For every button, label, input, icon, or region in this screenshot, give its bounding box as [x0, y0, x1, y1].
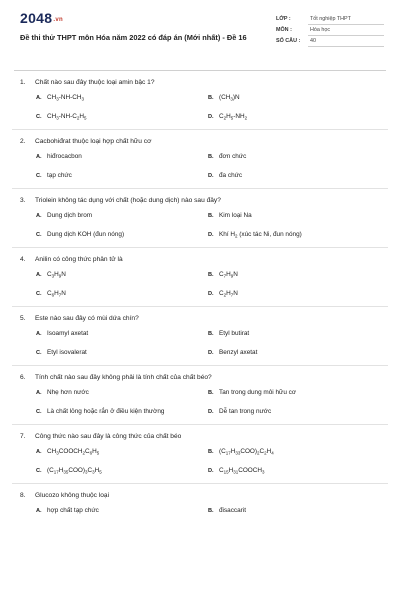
- option-letter: A.: [36, 331, 42, 337]
- text-run: Tan trong dung môi hữu cơ: [219, 389, 297, 396]
- text-run: -NH-C: [58, 113, 77, 120]
- option-letter: D.: [208, 350, 214, 356]
- answer-option[interactable]: [36, 93, 208, 103]
- option-letter: C.: [36, 232, 42, 238]
- question-divider: [12, 306, 388, 307]
- text-run: H: [92, 448, 97, 455]
- subscript: 5: [99, 469, 102, 475]
- option-text: [47, 212, 92, 219]
- text-run: COOCH: [238, 467, 263, 474]
- text-run: -NH-CH: [58, 94, 82, 101]
- question-divider: [12, 247, 388, 248]
- question-number: 1.: [20, 79, 26, 86]
- question-6: [20, 373, 384, 417]
- option-text: [47, 507, 99, 514]
- option-letter: A.: [36, 390, 42, 396]
- text-run: C: [85, 448, 90, 455]
- answer-option[interactable]: [208, 289, 380, 299]
- subscript: 5: [83, 115, 87, 121]
- answer-options: [36, 329, 384, 358]
- question-number: 7.: [20, 433, 26, 440]
- question-number: 2.: [20, 138, 26, 145]
- answer-option[interactable]: [36, 230, 208, 240]
- answer-option[interactable]: [36, 270, 208, 280]
- option-letter: D.: [208, 114, 214, 120]
- answer-option[interactable]: [208, 171, 380, 181]
- question-text: [20, 373, 384, 383]
- question-divider: [12, 129, 388, 130]
- text-run: (C: [47, 467, 54, 474]
- question-text: [20, 196, 384, 206]
- meta-row-count: [276, 36, 384, 47]
- subscript: 2: [234, 233, 238, 239]
- subscript: 31: [233, 469, 239, 475]
- subscript: 2: [264, 450, 267, 456]
- text-run: H: [230, 448, 236, 455]
- option-text: [47, 290, 66, 297]
- answer-option[interactable]: [208, 348, 380, 358]
- text-run: H: [226, 271, 231, 278]
- text-run: N: [233, 290, 238, 297]
- text-run: H: [54, 271, 59, 278]
- text-run: N: [233, 271, 238, 278]
- subscript: 35: [63, 469, 69, 475]
- text-run: Kim loại Na: [219, 212, 252, 219]
- option-letter: B.: [208, 449, 214, 455]
- exam-header: [20, 10, 384, 68]
- subscript: 3: [230, 96, 233, 102]
- text-run: H: [58, 467, 64, 474]
- option-letter: A.: [36, 213, 42, 219]
- subscript: 4: [271, 450, 274, 456]
- meta-value: Hóa học: [308, 25, 384, 36]
- option-text: [219, 448, 274, 455]
- subscript: 6: [89, 450, 93, 456]
- answer-option[interactable]: [36, 152, 208, 162]
- option-text: [47, 349, 87, 356]
- option-letter: C.: [36, 350, 42, 356]
- logo-main: 2048: [20, 10, 53, 26]
- option-letter: B.: [208, 95, 214, 101]
- exam-meta: [276, 10, 384, 68]
- text-run: COO): [240, 448, 258, 455]
- option-letter: B.: [208, 154, 214, 160]
- text-run: Etyl butirat: [219, 330, 250, 337]
- question-stem: Triolein không tác dụng với chất (hoặc dung dịch) nào sau đây?: [35, 197, 221, 204]
- answer-option[interactable]: [208, 388, 380, 398]
- question-divider: [12, 188, 388, 189]
- question-number: 5.: [20, 315, 26, 322]
- subscript: 3: [262, 469, 265, 475]
- option-letter: C.: [36, 173, 42, 179]
- answer-option[interactable]: [208, 270, 380, 280]
- option-letter: D.: [208, 232, 214, 238]
- meta-key: MÔN :: [276, 27, 292, 33]
- subscript: 17: [225, 450, 231, 456]
- text-run: -NH: [233, 113, 245, 120]
- option-text: [47, 153, 82, 160]
- header-left: [20, 10, 260, 68]
- answer-options: [36, 388, 384, 417]
- answer-option[interactable]: [208, 447, 380, 457]
- option-text: [47, 94, 84, 101]
- text-run: C: [219, 113, 224, 120]
- subscript: 3: [85, 469, 88, 475]
- text-run: CH: [47, 448, 57, 455]
- option-text: [219, 271, 238, 278]
- option-letter: D.: [208, 409, 214, 415]
- text-run: H: [94, 467, 100, 474]
- option-letter: A.: [36, 449, 42, 455]
- text-run: Benzyl axetat: [219, 349, 258, 356]
- meta-key: LỚP :: [276, 16, 291, 22]
- answer-option[interactable]: [36, 289, 208, 299]
- answer-option[interactable]: [208, 230, 380, 240]
- answer-options: [36, 506, 384, 516]
- option-text: [47, 271, 66, 278]
- subscript: 2: [223, 115, 227, 121]
- text-run: H: [226, 290, 231, 297]
- option-text: [219, 113, 247, 120]
- subscript: 9: [58, 273, 62, 279]
- site-logo[interactable]: [20, 10, 260, 28]
- option-letter: B.: [208, 331, 214, 337]
- option-letter: C.: [36, 468, 42, 474]
- text-run: C: [47, 290, 52, 297]
- text-run: (xúc tác Ni, đun nóng): [237, 231, 302, 238]
- answer-option[interactable]: [36, 407, 208, 417]
- option-text: [47, 408, 164, 415]
- text-run: Khí H: [219, 231, 235, 238]
- meta-key: SỐ CÂU :: [276, 38, 301, 44]
- answer-option[interactable]: [208, 329, 380, 339]
- subscript: 7: [58, 292, 62, 298]
- subscript: 7: [223, 273, 227, 279]
- subscript: 5: [96, 450, 100, 456]
- text-run: Dễ tan trong nước: [219, 408, 272, 415]
- text-run: H: [226, 113, 231, 120]
- text-run: COOCH: [58, 448, 83, 455]
- option-text: [47, 448, 99, 455]
- subscript: 3: [56, 115, 59, 121]
- subscript: 9: [230, 273, 234, 279]
- text-run: C: [87, 467, 93, 474]
- option-letter: A.: [36, 95, 42, 101]
- subscript: 3: [81, 96, 84, 102]
- option-text: [47, 467, 102, 474]
- answer-option[interactable]: [208, 407, 380, 417]
- option-text: [47, 113, 86, 120]
- meta-row-subject: [276, 25, 384, 36]
- text-run: H: [228, 467, 234, 474]
- meta-row-class: [276, 14, 384, 25]
- subscript: 7: [230, 292, 234, 298]
- option-letter: B.: [208, 272, 214, 278]
- question-5: [20, 314, 384, 358]
- answer-options: [36, 270, 384, 299]
- question-number: 3.: [20, 197, 26, 204]
- option-text: [219, 172, 242, 179]
- subscript: 15: [223, 469, 229, 475]
- question-stem: Cacbohiđrat thuộc loại hợp chất hữu cơ: [35, 138, 152, 145]
- text-run: N: [61, 271, 66, 278]
- option-text: [219, 94, 240, 101]
- text-run: Isoamyl axetat: [47, 330, 89, 337]
- subscript: 2: [257, 450, 260, 456]
- question-8: [20, 491, 384, 516]
- answer-option[interactable]: [36, 171, 208, 181]
- option-text: [219, 330, 249, 337]
- subscript: 2: [244, 115, 248, 121]
- subscript: 3: [56, 450, 59, 456]
- text-run: C: [219, 290, 224, 297]
- question-stem: Tính chất nào sau đây không phải là tính chất của chất béo?: [35, 374, 212, 381]
- text-run: )N: [232, 94, 240, 101]
- question-divider: [12, 483, 388, 484]
- question-1: [20, 78, 384, 122]
- answer-option[interactable]: [36, 329, 208, 339]
- option-text: [219, 212, 252, 219]
- answer-option[interactable]: [36, 388, 208, 398]
- text-run: hợp chất tạp chức: [47, 507, 99, 514]
- subscript: 2: [223, 292, 227, 298]
- answer-option[interactable]: [36, 447, 208, 457]
- answer-options: [36, 152, 384, 181]
- question-stem: Công thức nào sau đây là công thức của chất béo: [35, 433, 182, 440]
- question-number: 6.: [20, 374, 26, 381]
- text-run: hiđrocacbon: [47, 153, 82, 160]
- subscript: 5: [230, 115, 234, 121]
- question-number: 8.: [20, 492, 26, 499]
- question-text: [20, 314, 384, 324]
- exam-title: Đề thi thử THPT môn Hóa năm 2022 có đáp án (Mới nhất) - Đề 16: [20, 33, 247, 42]
- answer-option[interactable]: [36, 466, 208, 476]
- text-run: C: [219, 467, 224, 474]
- option-text: [219, 349, 257, 356]
- text-run: tạp chức: [47, 172, 72, 179]
- answer-options: [36, 447, 384, 476]
- question-text: [20, 432, 384, 442]
- text-run: Dung dịch brom: [47, 212, 93, 219]
- question-number: 4.: [20, 256, 26, 263]
- answer-option[interactable]: [36, 506, 208, 516]
- answer-option[interactable]: [208, 112, 380, 122]
- subscript: 2: [82, 450, 86, 456]
- text-run: N: [61, 290, 66, 297]
- question-stem: Este nào sau đây có mùi dứa chín?: [35, 315, 139, 322]
- answer-option[interactable]: [208, 466, 380, 476]
- option-letter: D.: [208, 173, 214, 179]
- option-text: [219, 153, 246, 160]
- subscript: 17: [53, 469, 59, 475]
- text-run: (C: [219, 448, 226, 455]
- answer-option[interactable]: [36, 348, 208, 358]
- option-text: [47, 231, 124, 238]
- option-text: [219, 467, 265, 474]
- question-text: [20, 137, 384, 147]
- option-text: [47, 330, 88, 337]
- text-run: H: [79, 113, 84, 120]
- question-text: [20, 255, 384, 265]
- option-letter: D.: [208, 291, 214, 297]
- option-letter: D.: [208, 468, 214, 474]
- subscript: 3: [92, 469, 95, 475]
- text-run: đa chức: [219, 172, 243, 179]
- question-divider: [12, 424, 388, 425]
- answer-option[interactable]: [36, 211, 208, 221]
- option-letter: A.: [36, 154, 42, 160]
- option-text: [47, 389, 89, 396]
- question-7: [20, 432, 384, 476]
- question-stem: Anilin có công thức phân tử là: [35, 256, 123, 263]
- text-run: Dung dịch KOH (đun nóng): [47, 231, 125, 238]
- meta-value: 40: [308, 36, 384, 47]
- option-letter: C.: [36, 114, 42, 120]
- question-text: [20, 491, 384, 501]
- question-stem: Chất nào sau đây thuộc loại amin bậc 1?: [35, 79, 155, 86]
- option-letter: B.: [208, 390, 214, 396]
- text-run: C: [259, 448, 265, 455]
- text-run: CH: [47, 113, 57, 120]
- option-text: [219, 231, 302, 238]
- question-2: [20, 137, 384, 181]
- answer-option[interactable]: [208, 211, 380, 221]
- text-run: đisaccarit: [219, 507, 246, 514]
- question-stem: Glucozo không thuộc loại: [35, 492, 110, 499]
- option-letter: C.: [36, 291, 42, 297]
- answer-option[interactable]: [208, 152, 380, 162]
- text-run: Nhẹ hơn nước: [47, 389, 89, 396]
- meta-value: Tốt nghiệp THPT: [308, 14, 384, 25]
- option-text: [219, 290, 238, 297]
- text-run: H: [54, 290, 59, 297]
- text-run: COO): [68, 467, 86, 474]
- option-letter: B.: [208, 213, 214, 219]
- question-3: [20, 196, 384, 240]
- question-divider: [12, 365, 388, 366]
- option-text: [219, 507, 246, 514]
- option-letter: B.: [208, 508, 214, 514]
- option-letter: A.: [36, 272, 42, 278]
- answer-options: [36, 211, 384, 240]
- text-run: CH: [47, 94, 57, 101]
- subscript: 3: [51, 273, 55, 279]
- subscript: 6: [51, 292, 55, 298]
- text-run: C: [47, 271, 52, 278]
- subscript: 2: [76, 115, 80, 121]
- question-text: [20, 78, 384, 88]
- header-divider: [14, 70, 386, 71]
- text-run: Là chất lỏng hoặc rắn ở điều kiện thường: [47, 408, 165, 415]
- answer-option[interactable]: [208, 506, 380, 516]
- option-letter: A.: [36, 508, 42, 514]
- logo-sub: .vn: [53, 17, 63, 23]
- text-run: đơn chức: [219, 153, 247, 160]
- question-4: [20, 255, 384, 299]
- option-text: [219, 408, 271, 415]
- answer-option[interactable]: [36, 112, 208, 122]
- text-run: (CH: [219, 94, 231, 101]
- answer-options: [36, 93, 384, 122]
- question-list: [20, 78, 384, 516]
- option-letter: C.: [36, 409, 42, 415]
- option-text: [47, 172, 72, 179]
- option-text: [219, 389, 296, 396]
- text-run: H: [266, 448, 272, 455]
- subscript: 3: [56, 96, 59, 102]
- text-run: Etyl isovalerat: [47, 349, 87, 356]
- subscript: 33: [235, 450, 241, 456]
- text-run: C: [219, 271, 224, 278]
- answer-option[interactable]: [208, 93, 380, 103]
